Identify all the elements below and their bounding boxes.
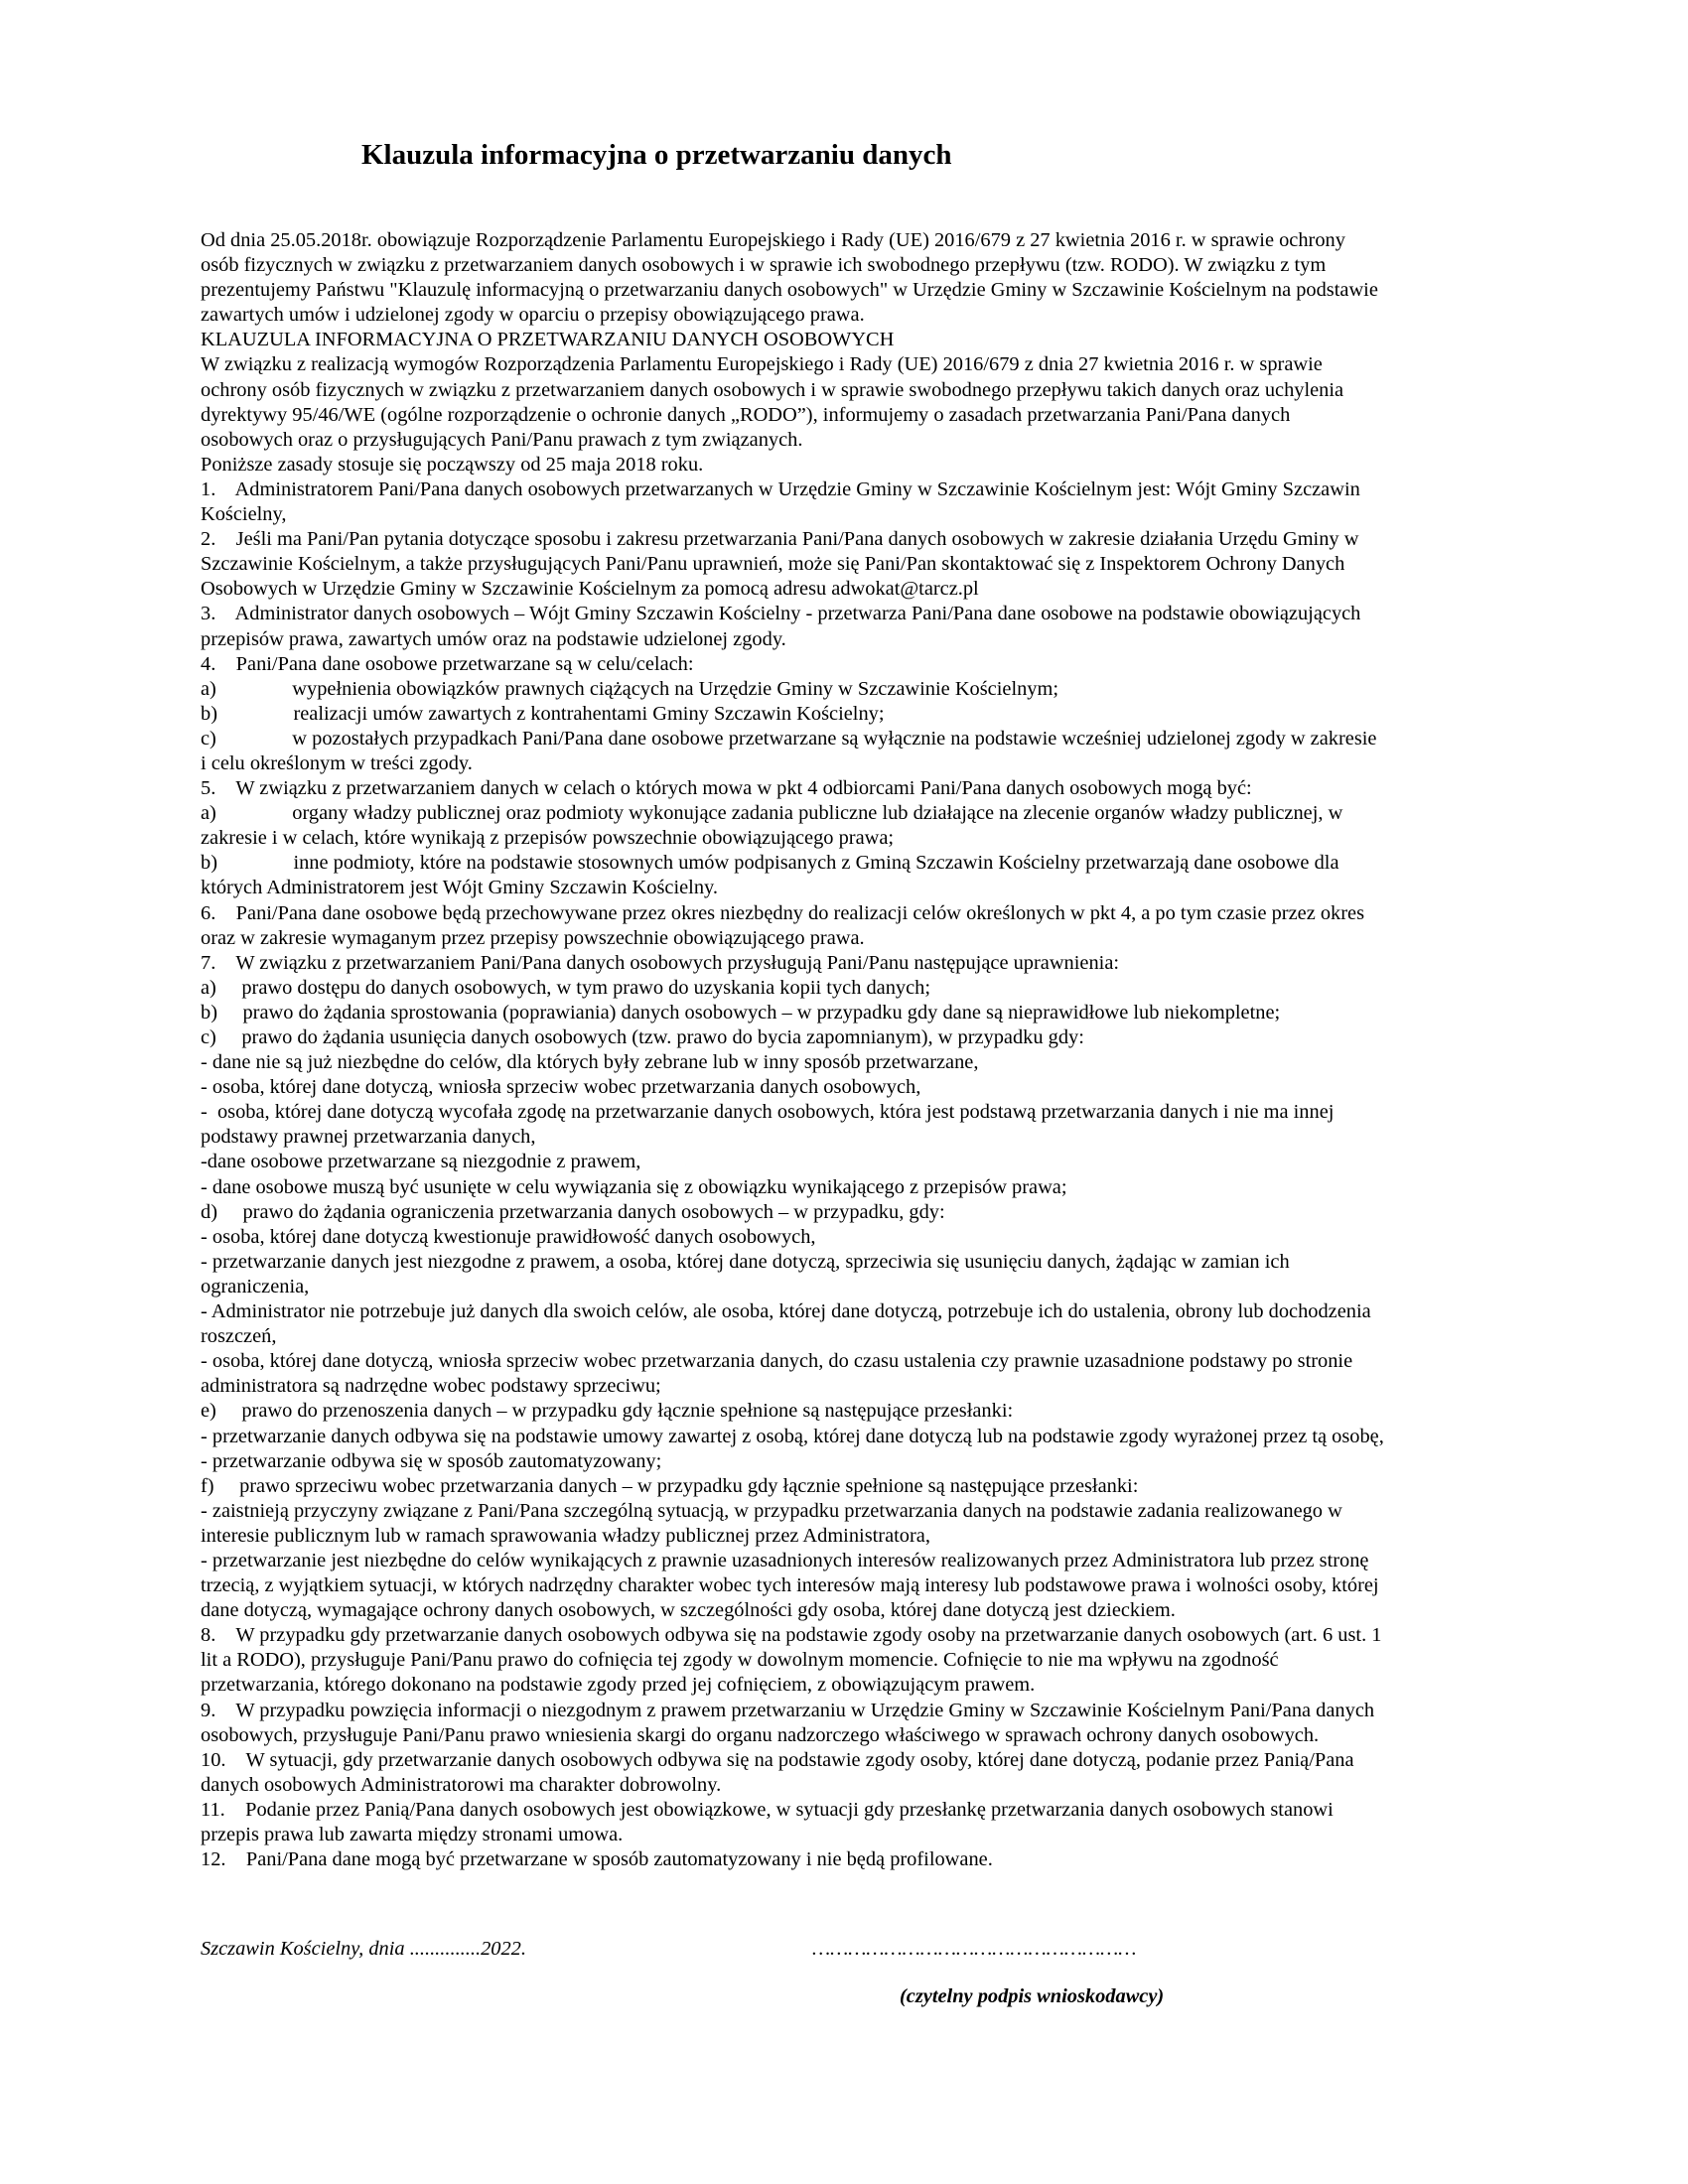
- document-line: Poniższe zasady stosuje się począwszy od 25 maja 2018 roku.: [201, 453, 704, 476]
- document-line: - przetwarzanie jest niezbędne do celów wynikających z prawnie uzasadnionych interesów realizowanych przez Administratora lub przez stronę: [201, 1549, 1369, 1571]
- document-line: e) prawo do przenoszenia danych – w przypadku gdy łącznie spełnione są następujące przesłanki:: [201, 1400, 1014, 1423]
- document-line: i celu określonym w treści zgody.: [201, 751, 473, 774]
- document-line: 5. W związku z przetwarzaniem danych w celach o których mowa w pkt 4 odbiorcami Pani/Pana danych osobowych mogą być:: [201, 777, 1252, 800]
- document-line: 8. W przypadku gdy przetwarzanie danych osobowych odbywa się na podstawie zgody osoby na przetwarzanie danych osobowych (art. 6 ust. 1: [201, 1624, 1382, 1647]
- document-line: 11. Podanie przez Panią/Pana danych osobowych jest obowiązkowe, w sytuacji gdy przesłankę przetwarzania danych osobowych stanowi: [201, 1798, 1334, 1821]
- document-line: osób fizycznych w związku z przetwarzaniem danych osobowych i w sprawie ich swobodnego przepływu (tzw. RODO). W związku z tym: [201, 254, 1327, 277]
- document-line: Kościelny,: [201, 503, 287, 526]
- place-date: Szczawin Kościelny, dnia ..............2022.: [201, 1938, 526, 1960]
- document-line: - przetwarzanie odbywa się w sposób zautomatyzowany;: [201, 1449, 662, 1472]
- document-line: Osobowych w Urzędzie Gminy w Szczawinie Kościelnym za pomocą adresu adwokat@tarcz.pl: [201, 578, 979, 601]
- document-line: zawartych umów i udzielonej zgody w oparciu o przepisy obowiązującego prawa.: [201, 304, 865, 327]
- document-line: osobowych, przysługuje Pani/Panu prawo wniesienia skargi do organu nadzorczego właściwego w sprawach ochrony danych osobowych.: [201, 1723, 1320, 1746]
- document-line: - osoba, której dane dotyczą, wniosła sprzeciw wobec przetwarzania danych osobowych,: [201, 1076, 921, 1099]
- document-line: d) prawo do żądania ograniczenia przetwarzania danych osobowych – w przypadku, gdy:: [201, 1200, 945, 1223]
- document-line: -dane osobowe przetwarzane są niezgodnie z prawem,: [201, 1151, 641, 1173]
- document-line: ograniczenia,: [201, 1275, 310, 1297]
- signature-label: (czytelny podpis wnioskodawcy): [900, 1985, 1165, 2007]
- document-line: - przetwarzanie danych odbywa się na podstawie umowy zawartej z osobą, której dane dotyczą lub na podstawie zgody wyrażonej przez tą osobę,: [201, 1425, 1384, 1447]
- document-line: b) inne podmioty, które na podstawie stosownych umów podpisanych z Gminą Szczawin Kościelny przetwarzają dane osobowe dla: [201, 852, 1339, 875]
- document-line: prezentujemy Państwu "Klauzulę informacyjną o przetwarzaniu danych osobowych" w Urzędzie Gminy w Szczawinie Kościelnym na podstawie: [201, 279, 1378, 302]
- document-line: 7. W związku z przetwarzaniem Pani/Pana danych osobowych przysługują Pani/Panu następujące uprawnienia:: [201, 951, 1120, 974]
- document-line: a) prawo dostępu do danych osobowych, w tym prawo do uzyskania kopii tych danych;: [201, 976, 931, 999]
- document-line: b) realizacji umów zawartych z kontrahentami Gminy Szczawin Kościelny;: [201, 702, 885, 725]
- document-line: danych osobowych Administratorowi ma charakter dobrowolny.: [201, 1773, 722, 1796]
- document-line: - osoba, której dane dotyczą kwestionuje prawidłowość danych osobowych,: [201, 1225, 816, 1248]
- document-line: c) prawo do żądania usunięcia danych osobowych (tzw. prawo do bycia zapomnianym), w przypadku gdy:: [201, 1026, 1084, 1048]
- document-line: dane dotyczą, wymagające ochrony danych osobowych, w szczególności gdy osoba, której dane dotyczą jest dzieckiem.: [201, 1599, 1176, 1622]
- document-line: interesie publicznym lub w ramach sprawowania władzy publicznej przez Administratora,: [201, 1524, 930, 1547]
- signature-line: ………………………………………………: [812, 1938, 1137, 1960]
- document-line: W związku z realizacją wymogów Rozporządzenia Parlamentu Europejskiego i Rady (UE) 2016/679 z dnia 27 kwietnia 2016 r. w sprawie: [201, 353, 1323, 376]
- document-body: [201, 228, 1491, 1872]
- document-line: - Administrator nie potrzebuje już danych dla swoich celów, ale osoba, której dane dotyczą, potrzebuje ich do ustalenia, obrony lub dochodzenia: [201, 1300, 1371, 1323]
- document-line: a) organy władzy publicznej oraz podmioty wykonujące zadania publiczne lub działające na zlecenie organów władzy publicznej, w: [201, 802, 1343, 825]
- document-line: b) prawo do żądania sprostowania (poprawiania) danych osobowych – w przypadku gdy dane są nieprawidłowe lub niekompletne;: [201, 1001, 1281, 1024]
- document-line: ochrony osób fizycznych w związku z przetwarzaniem danych osobowych i w sprawie swobodnego przepływu takich danych oraz uchylenia: [201, 378, 1344, 401]
- document-line: - przetwarzanie danych jest niezgodne z prawem, a osoba, której dane dotyczą, sprzeciwia się usunięciu danych, żądając w zamian ich: [201, 1250, 1290, 1273]
- document-line: 2. Jeśli ma Pani/Pan pytania dotyczące sposobu i zakresu przetwarzania Pani/Pana danych osobowych w zakresie działania Urzędu Gminy w: [201, 528, 1359, 551]
- document-line: a) wypełnienia obowiązków prawnych ciążących na Urzędzie Gminy w Szczawinie Kościelnym;: [201, 677, 1059, 700]
- document-line: - osoba, której dane dotyczą, wniosła sprzeciw wobec przetwarzania danych, do czasu ustalenia czy prawnie uzasadnione podstawy po stronie: [201, 1350, 1353, 1373]
- document-line: lit a RODO), przysługuje Pani/Panu prawo do cofnięcia tej zgody w dowolnym momencie. Cofnięcie to nie ma wpływu na zgodność: [201, 1649, 1279, 1672]
- document-line: 12. Pani/Pana dane mogą być przetwarzane w sposób zautomatyzowany i nie będą profilowane.: [201, 1848, 993, 1871]
- document-line: oraz w zakresie wymaganym przez przepisy powszechnie obowiązującego prawa.: [201, 926, 865, 949]
- document-line: osobowych oraz o przysługujących Pani/Panu prawach z tym związanych.: [201, 428, 803, 451]
- document-line: podstawy prawnej przetwarzania danych,: [201, 1126, 536, 1149]
- document-line: 6. Pani/Pana dane osobowe będą przechowywane przez okres niezbędny do realizacji celów określonych w pkt 4, a po tym czasie przez okres: [201, 901, 1365, 924]
- document-line: - osoba, której dane dotyczą wycofała zgodę na przetwarzanie danych osobowych, która jest podstawą przetwarzania danych i nie ma innej: [201, 1101, 1335, 1124]
- document-line: c) w pozostałych przypadkach Pani/Pana dane osobowe przetwarzane są wyłącznie na podstawie wcześniej udzielonej zgody w zakresie: [201, 727, 1377, 750]
- document-line: - zaistnieją przyczyny związane z Pani/Pana szczególną sytuacją, w przypadku przetwarzania danych na podstawie zadania realizowanego w: [201, 1499, 1342, 1522]
- document-line: 4. Pani/Pana dane osobowe przetwarzane są w celu/celach:: [201, 652, 694, 675]
- document-line: 10. W sytuacji, gdy przetwarzanie danych osobowych odbywa się na podstawie zgody osoby, której dane dotyczą, podanie przez Panią/Pana: [201, 1748, 1354, 1771]
- document-line: których Administratorem jest Wójt Gminy Szczawin Kościelny.: [201, 877, 718, 899]
- document-line: zakresie i w celach, które wynikają z przepisów powszechnie obowiązującego prawa;: [201, 827, 895, 850]
- document-line: roszczeń,: [201, 1325, 277, 1348]
- document-title: Klauzula informacyjna o przetwarzaniu danych: [361, 139, 952, 171]
- document-line: 1. Administratorem Pani/Pana danych osobowych przetwarzanych w Urzędzie Gminy w Szczawinie Kościelnym jest: Wójt Gminy Szczawin: [201, 478, 1360, 500]
- document-line: - dane nie są już niezbędne do celów, dla których były zebrane lub w inny sposób przetwarzane,: [201, 1051, 979, 1074]
- document-line: dyrektywy 95/46/WE (ogólne rozporządzenie o ochronie danych „RODO”), informujemy o zasadach przetwarzania Pani/Pana danych: [201, 403, 1291, 426]
- document-line: przepis prawa lub zawarta między stronami umowa.: [201, 1824, 624, 1845]
- document-line: trzecią, z wyjątkiem sytuacji, w których nadrzędny charakter wobec tych interesów mają interesy lub podstawowe prawa i wolności osoby, której: [201, 1574, 1379, 1597]
- document-line: przetwarzania, którego dokonano na podstawie zgody przed jej cofnięciem, z obowiązującym prawem.: [201, 1674, 1036, 1697]
- document-line: KLAUZULA INFORMACYJNA O PRZETWARZANIU DANYCH OSOBOWYCH: [201, 329, 895, 351]
- document-line: 9. W przypadku powzięcia informacji o niezgodnym z prawem przetwarzaniu w Urzędzie Gminy w Szczawinie Kościelnym Pani/Pana danych: [201, 1699, 1375, 1721]
- document-line: przepisów prawa, zawartych umów oraz na podstawie udzielonej zgody.: [201, 627, 786, 650]
- document-line: 3. Administrator danych osobowych – Wójt Gminy Szczawin Kościelny - przetwarza Pani/Pana dane osobowe na podstawie obowiązujących: [201, 603, 1361, 625]
- document-line: Szczawinie Kościelnym, a także przysługujących Pani/Panu uprawnień, może się Pani/Pan skontaktować się z Inspektorem Ochrony Danych: [201, 553, 1345, 576]
- document-line: - dane osobowe muszą być usunięte w celu wywiązania się z obowiązku wynikającego z przepisów prawa;: [201, 1175, 1067, 1198]
- document-line: Od dnia 25.05.2018r. obowiązuje Rozporządzenie Parlamentu Europejskiego i Rady (UE) 2016/679 z 27 kwietnia 2016 r. w sprawie ochrony: [201, 229, 1345, 251]
- document-line: f) prawo sprzeciwu wobec przetwarzania danych – w przypadku gdy łącznie spełnione są następujące przesłanki:: [201, 1474, 1139, 1497]
- document-line: administratora są nadrzędne wobec podstawy sprzeciwu;: [201, 1375, 661, 1398]
